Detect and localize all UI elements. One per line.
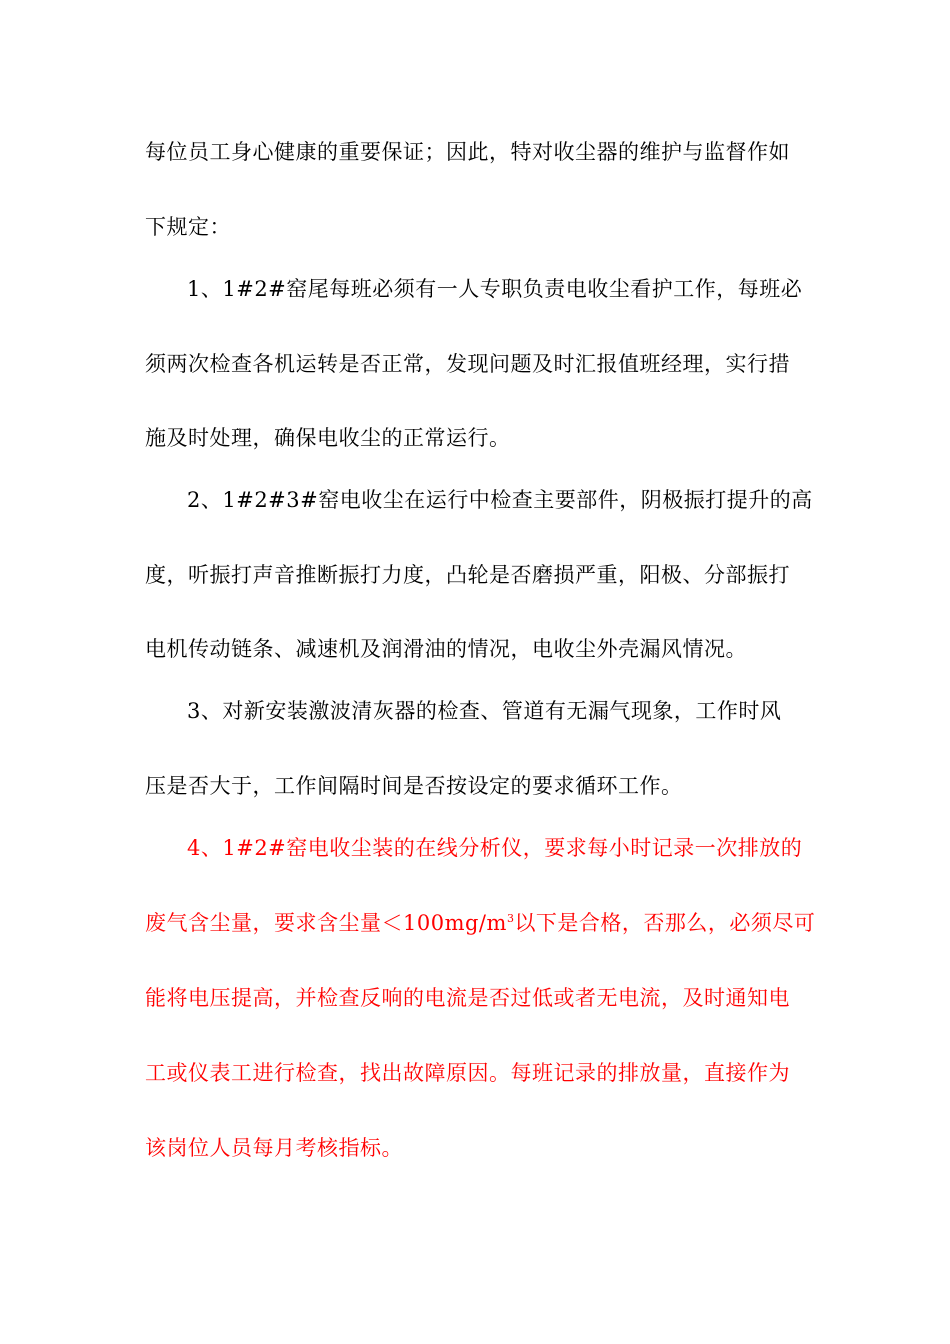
item3-line-1: 3、对新安装激波清灰器的检查、管道有无漏气现象，工作时风: [187, 699, 782, 723]
intro-line-1: 每位员工身心健康的重要保证；因此，特对收尘器的维护与监督作如: [145, 140, 790, 164]
item3-line-2: 压是否大于，工作间隔时间是否按设定的要求循环工作。: [145, 774, 683, 798]
item2-line-2: 度，听振打声音推断振打力度，凸轮是否磨损严重，阳极、分部振打: [145, 563, 790, 587]
item2-line-3: 电机传动链条、减速机及润滑油的情况，电收尘外壳漏风情况。: [145, 637, 747, 661]
item4-line-2: [0, 908, 950, 938]
item2-line-1: 2、1#2#3#窑电收尘在运行中检查主要部件，阴极振打提升的高: [187, 488, 813, 512]
item1-line-3: 施及时处理，确保电收尘的正常运行。: [145, 426, 511, 450]
item4-line-3: 能将电压提高，并检查反响的电流是否过低或者无电流，及时通知电: [145, 986, 790, 1010]
item1-line-1: 1、1#2#窑尾每班必须有一人专职负责电收尘看护工作，每班必: [187, 277, 803, 301]
item4-line-4: 工或仪表工进行检查，找出故障原因。每班记录的排放量，直接作为: [145, 1061, 790, 1085]
item4-line-1: 4、1#2#窑电收尘装的在线分析仪，要求每小时记录一次排放的: [187, 836, 803, 860]
item4-line-2-part-b: 以下是合格，否那么，必须尽可: [514, 911, 816, 935]
item4-line-5: 该岗位人员每月考核指标。: [145, 1136, 403, 1160]
unit-superscript: 3: [506, 912, 515, 925]
item1-line-2: 须两次检查各机运转是否正常，发现问题及时汇报值班经理，实行措: [145, 352, 790, 376]
item4-line-2-part-a: 废气含尘量，要求含尘量＜100mg/m: [145, 911, 507, 935]
intro-line-2: 下规定：: [145, 215, 231, 239]
